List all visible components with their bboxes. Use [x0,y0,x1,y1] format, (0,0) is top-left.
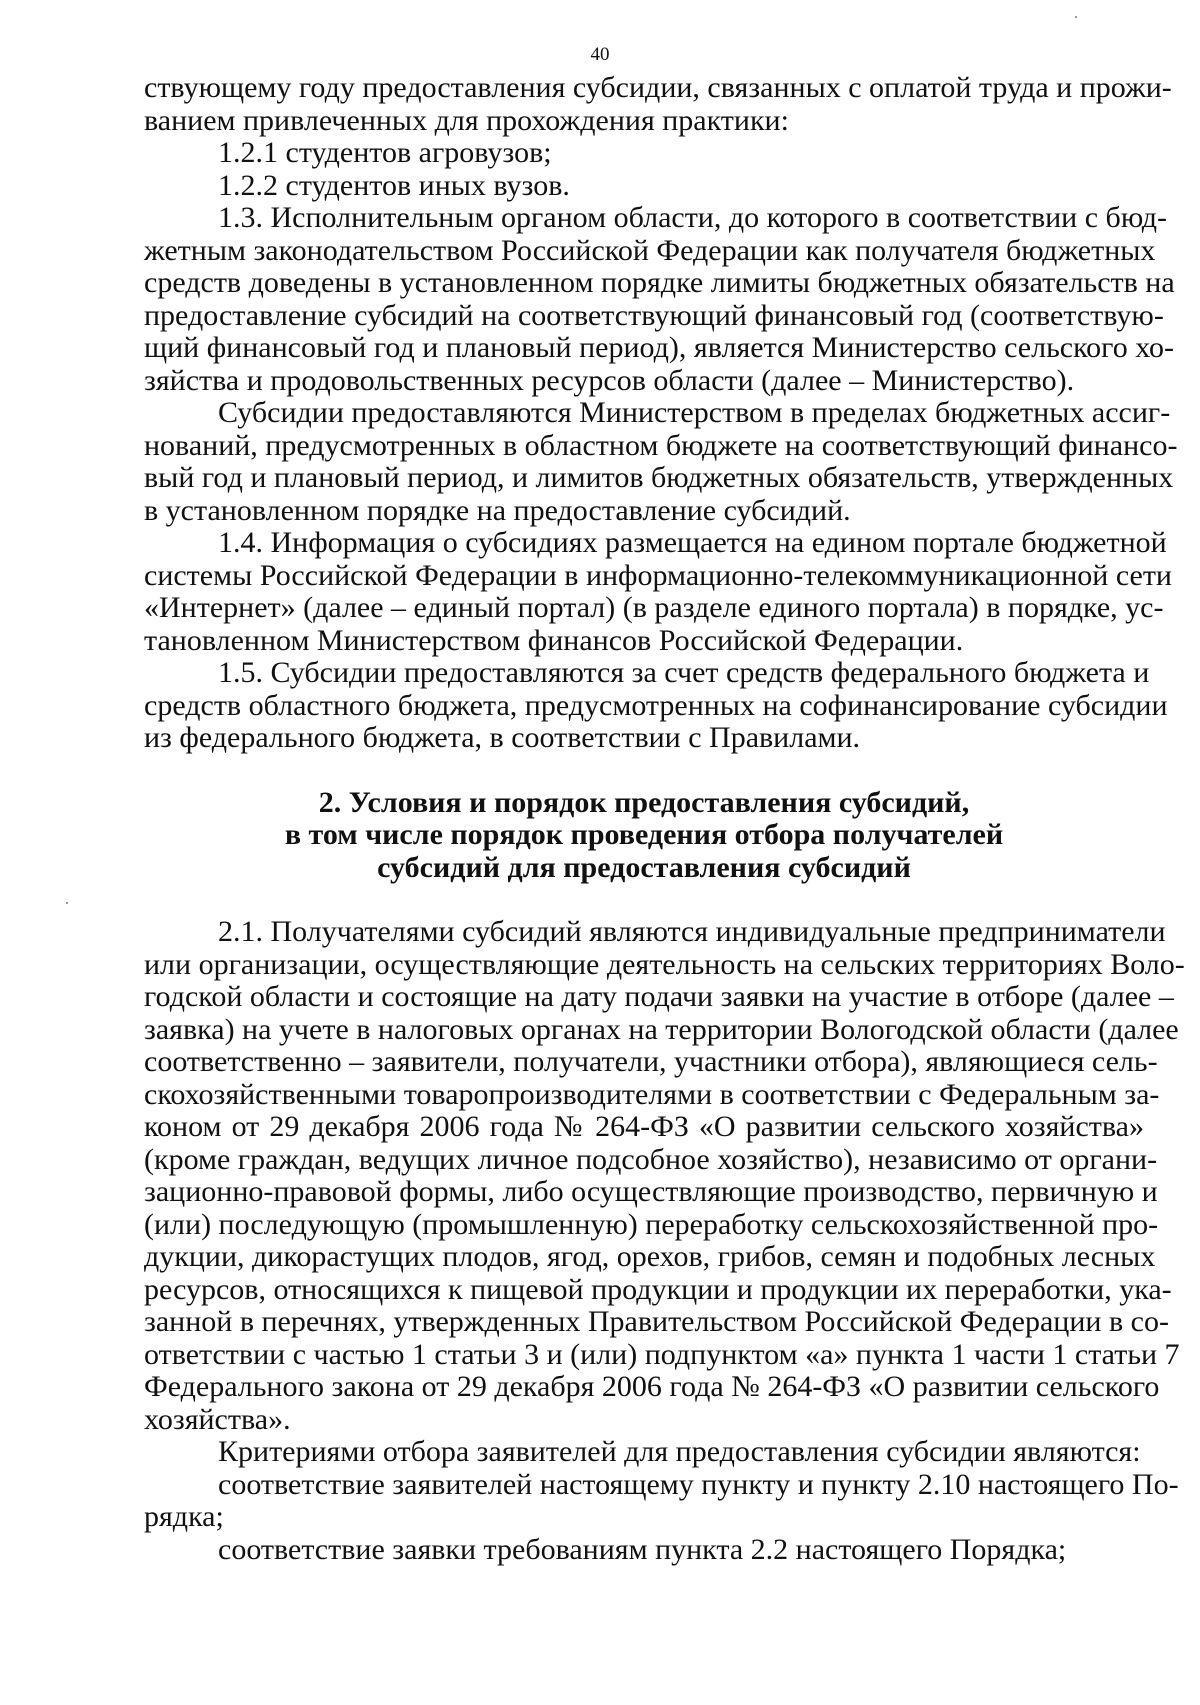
text-line: в установленном порядке на предоставление субсидий. [144,493,851,527]
document-body [144,71,1185,1566]
text-line: средств областного бюджета, предусмотренных на софинансирование субсидии [144,688,1168,722]
section-2-heading [144,787,1144,885]
text-line: или организации, осуществляющие деятельность на сельских территориях Воло- [144,947,1185,981]
scan-speck [66,902,68,904]
text-line: Субсидии предоставляются Министерством в пределах бюджетных ассиг- [218,396,1171,429]
text-line: вый год и плановый период, и лимитов бюджетных обязательств, утвержденных [144,461,1174,494]
text-line: ствующему году предоставления субсидии, связанных с оплатой труда и прожи- [144,71,1172,104]
text-line: щий финансовый год и плановый период), является Министерство сельского хо- [144,331,1175,364]
page-number: 40 [590,44,610,65]
text-line: ванием привлеченных для прохождения практики: [144,103,789,137]
paragraph-criteria: Критериями отбора заявителей для предоставления субсидии являются: [218,1435,1141,1468]
text-line: зационно-правовой формы, либо осуществляющие производство, первичную и [144,1175,1158,1208]
text-line: 1.4. Информация о субсидиях размещается на едином портале бюджетной [218,526,1167,559]
text-line: годской области и состоящие на дату подачи заявки на участие в отборе (далее – [144,980,1174,1013]
paragraph-criterion-1 [144,1467,1179,1534]
text-line: хозяйства». [144,1402,291,1436]
text-line: предоставление субсидий на соответствующий финансовый год (соответствую- [144,298,1164,332]
paragraph-1-3 [144,201,1175,397]
item-1-2-2: 1.2.2 студентов иных вузов. [218,168,570,202]
heading-line: 2. Условия и порядок предоставления субсидий, [318,785,970,819]
text-line: заявка) на учете в налоговых органах на территории Вологодской области (далее [144,1012,1179,1046]
text-line: зяйства и продовольственных ресурсов области (далее – Министерство). [144,363,1075,397]
text-line: системы Российской Федерации в информационно-телекоммуникационной сети [144,558,1172,592]
text-line: скохозяйственными товаропроизводителями в соответствии с Федеральным за- [144,1077,1160,1111]
text-line: ресурсов, относящихся к пищевой продукции и продукции их переработки, ука- [144,1272,1172,1306]
paragraph-subsidies [144,396,1178,527]
item-1-2-1: 1.2.1 студентов агровузов; [218,136,552,169]
paragraph-1-5 [144,656,1168,755]
paragraph-1-4 [144,526,1172,657]
text-line: (или) последующую (промышленную) переработку сельскохозяйственной про- [144,1207,1159,1241]
text-line: из федерального бюджета, в соответствии с Правилами. [144,721,861,754]
text-line: «Интернет» (далее – единый портал) (в разделе единого портала) в порядке, ус- [144,591,1164,624]
text-line: дукции, дикорастущих плодов, ягод, орехов, грибов, семян и подобных лесных [144,1240,1156,1273]
text-line: 1.3. Исполнительным органом области, до которого в соответствии с бюд- [218,201,1167,234]
text-line: жетным законодательством Российской Федерации как получателя бюджетных [144,233,1156,267]
paragraph-2-1 [144,915,1185,1436]
scan-speck [1075,16,1077,18]
heading-line: в том числе порядок проведения отбора получателей [284,818,1004,851]
text-line: Федерального закона от 29 декабря 2006 года № 264-ФЗ «О развитии сельского [144,1370,1160,1403]
text-line: (кроме граждан, ведущих личное подсобное хозяйство), независимо от органи- [144,1142,1158,1176]
text-line: нований, предусмотренных в областном бюджете на соответствующий финансо- [144,428,1178,462]
intro-paragraph [144,71,1172,137]
text-line: 2.1. Получателями субсидий являются индивидуальные предприниматели [218,915,1166,948]
text-line: средств доведены в установленном порядке лимиты бюджетных обязательств на [144,266,1175,299]
heading-line: субсидий для предоставления субсидий [377,850,911,884]
text-line: тановленном Министерством финансов Российской Федерации. [144,623,964,657]
text-line: 1.5. Субсидии предоставляются за счет средств федерального бюджета и [218,656,1150,689]
text-line: ответствии с частью 1 статьи 3 и (или) подпунктом «а» пункта 1 части 1 статьи 7 [144,1337,1180,1371]
text-line: соответствие заявителей настоящему пункту и пункту 2.10 настоящего По- [218,1467,1179,1501]
text-line: соответственно – заявители, получатели, участники отбора), являющиеся сель- [144,1045,1158,1078]
text-line: занной в перечнях, утвержденных Правительством Российской Федерации в со- [144,1305,1169,1338]
text-line: рядка; [144,1500,224,1533]
paragraph-criterion-2: соответствие заявки требованиям пункта 2.2 настоящего Порядка; [218,1532,1067,1566]
text-line: коном от 29 декабря 2006 года № 264-ФЗ «О развитии сельского хозяйства» [144,1110,1144,1143]
